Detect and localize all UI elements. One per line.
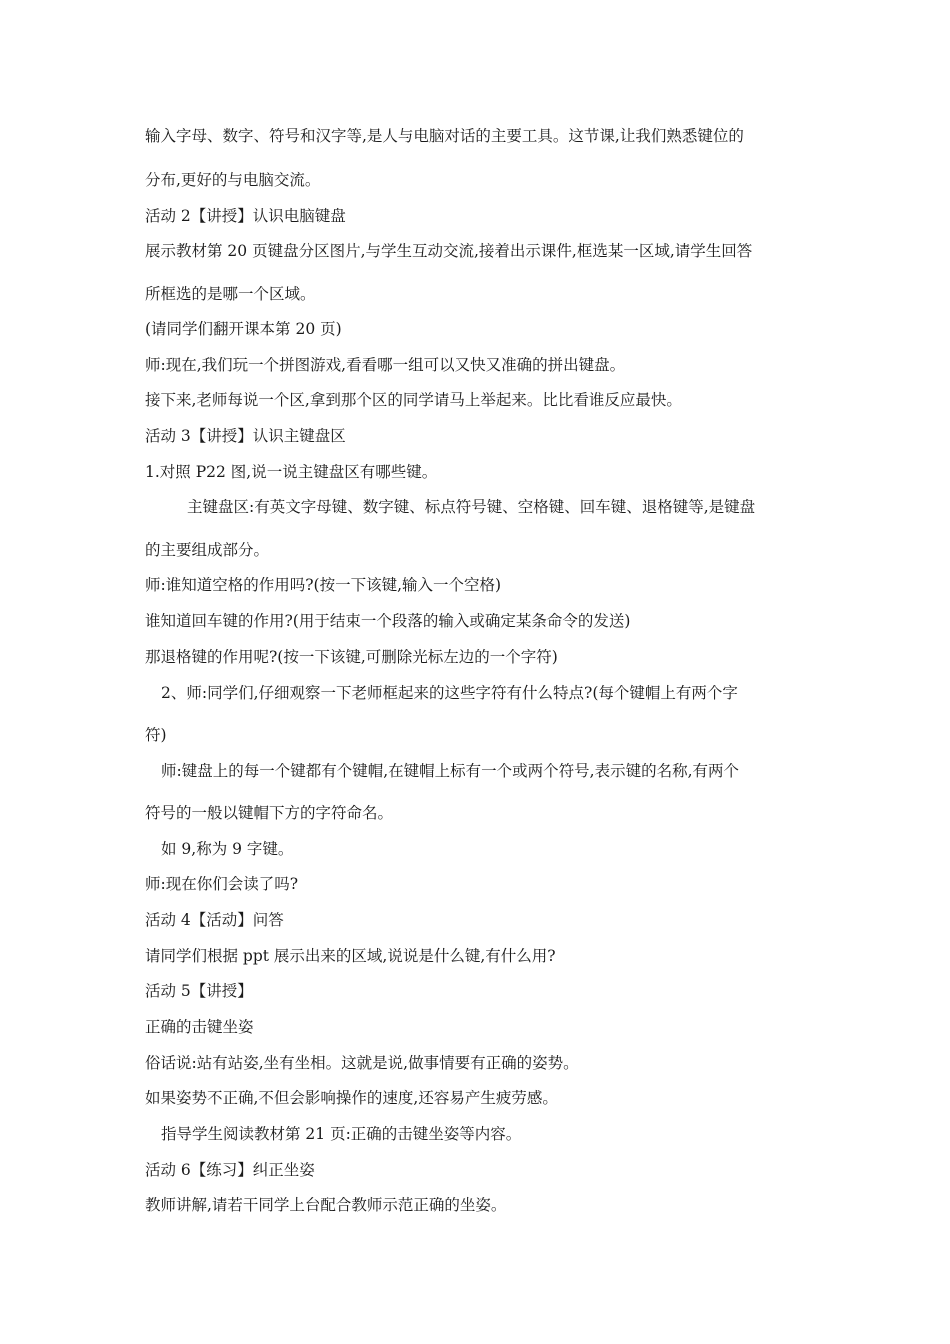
text-line: 师:键盘上的每一个键都有个键帽,在键帽上标有一个或两个符号,表示键的名称,有两个 [161, 762, 740, 780]
text-line: 俗话说:站有站姿,坐有坐相。这就是说,做事情要有正确的姿势。 [145, 1054, 579, 1072]
text-line: 如 9,称为 9 字键。 [161, 840, 294, 858]
text-line: 教师讲解,请若干同学上台配合教师示范正确的坐姿。 [145, 1196, 507, 1214]
text-line: 1.对照 P22 图,说一说主键盘区有哪些键。 [145, 463, 438, 481]
text-line: (请同学们翻开课本第 20 页) [145, 320, 342, 338]
text-line: 符) [145, 726, 167, 744]
text-line: 那退格键的作用呢?(按一下该键,可删除光标左边的一个字符) [145, 648, 558, 666]
section-heading: 活动 2【讲授】认识电脑键盘 [145, 207, 346, 225]
text-line: 师:现在,我们玩一个拼图游戏,看看哪一组可以又快又准确的拼出键盘。 [145, 356, 626, 374]
section-heading: 活动 3【讲授】认识主键盘区 [145, 427, 346, 445]
text-line: 输入字母、数字、符号和汉字等,是人与电脑对话的主要工具。这节课,让我们熟悉键位的 [145, 127, 744, 145]
text-line: 请同学们根据 ppt 展示出来的区域,说说是什么键,有什么用? [145, 947, 556, 965]
text-line: 接下来,老师每说一个区,拿到那个区的同学请马上举起来。比比看谁反应最快。 [145, 391, 682, 409]
text-line: 正确的击键坐姿 [145, 1018, 254, 1036]
text-line: 2、师:同学们,仔细观察一下老师框起来的这些字符有什么特点?(每个键帽上有两个字 [161, 684, 738, 702]
text-line: 指导学生阅读教材第 21 页:正确的击键坐姿等内容。 [161, 1125, 522, 1143]
section-heading: 活动 6【练习】纠正坐姿 [145, 1161, 315, 1179]
text-line: 所框选的是哪一个区域。 [145, 285, 316, 303]
text-line: 分布,更好的与电脑交流。 [145, 171, 321, 189]
text-line: 如果姿势不正确,不但会影响操作的速度,还容易产生疲劳感。 [145, 1089, 558, 1107]
text-line: 师:谁知道空格的作用吗?(按一下该键,输入一个空格) [145, 576, 502, 594]
text-line: 展示教材第 20 页键盘分区图片,与学生互动交流,接着出示课件,框选某一区域,请学生回答 [145, 242, 753, 260]
text-line: 谁知道回车键的作用?(用于结束一个段落的输入或确定某条命令的发送) [145, 612, 631, 630]
section-heading: 活动 4【活动】问答 [145, 911, 284, 929]
text-line: 主键盘区:有英文字母键、数字键、标点符号键、空格键、回车键、退格键等,是键盘 [187, 498, 756, 516]
text-line: 师:现在你们会读了吗? [145, 875, 299, 893]
text-line: 的主要组成部分。 [145, 541, 270, 559]
section-heading: 活动 5【讲授】 [145, 982, 253, 1000]
text-line: 符号的一般以键帽下方的字符命名。 [145, 804, 394, 822]
